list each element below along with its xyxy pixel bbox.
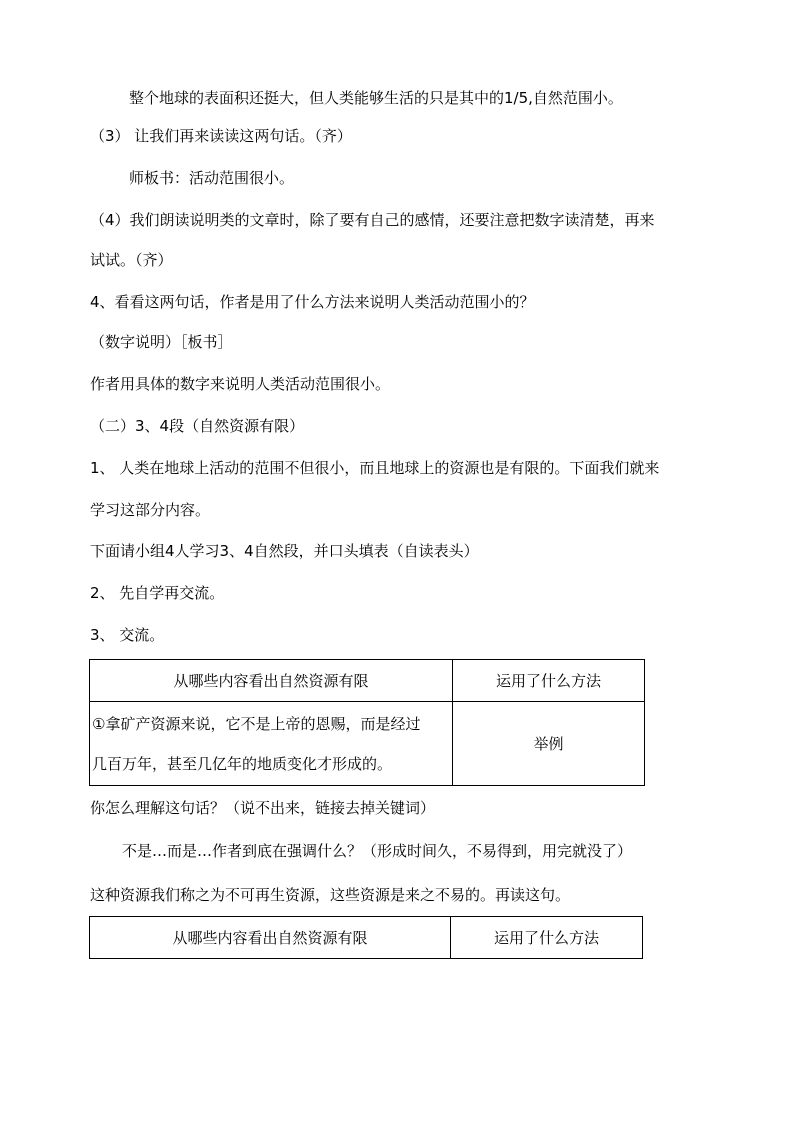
paragraph: 整个地球的表面积还挺大，但人类能够生活的只是其中的1/5,自然范围小。 (129, 89, 623, 107)
paragraph: 你怎么理解这句话？（说不出来，链接去掉关键词） (90, 799, 436, 817)
paragraph: 1、 人类在地球上活动的范围不但很小，而且地球上的资源也是有限的。下面我们就来 (90, 459, 660, 477)
resource-table-1 (89, 659, 645, 786)
paragraph: 学习这部分内容。 (90, 501, 211, 519)
section-heading: （二）3、4段（自然资源有限） (90, 417, 305, 435)
paragraph: （3） 让我们再来读读这两句话。（齐） (90, 127, 352, 145)
table-header-content: 从哪些内容看出自然资源有限 (90, 660, 453, 702)
table-cell-method: 举例 (453, 702, 645, 786)
table-row (90, 702, 645, 786)
paragraph: （数字说明）［板书］ (90, 333, 233, 351)
table-header-row (90, 917, 643, 959)
paragraph: 师板书：活动范围很小。 (129, 169, 295, 187)
paragraph: 作者用具体的数字来说明人类活动范围很小。 (90, 375, 391, 393)
paragraph: 2、 先自学再交流。 (90, 584, 225, 602)
paragraph: 不是…而是…作者到底在强调什么？（形成时间久，不易得到，用完就没了） (122, 842, 633, 860)
resource-table-2 (89, 916, 643, 959)
table-header-method: 运用了什么方法 (453, 660, 645, 702)
paragraph: 下面请小组4人学习3、4自然段，并口头填表（自读表头） (90, 542, 479, 560)
table-header-content: 从哪些内容看出自然资源有限 (90, 917, 451, 959)
paragraph: 4、看看这两句话，作者是用了什么方法来说明人类活动范围小的？ (90, 293, 535, 311)
cell-text-line: ①拿矿产资源来说，它不是上帝的恩赐，而是经过 (92, 714, 421, 733)
table-header-method: 运用了什么方法 (451, 917, 643, 959)
table-header-row (90, 660, 645, 702)
table-cell-content (90, 702, 453, 786)
paragraph: （4）我们朗读说明类的文章时，除了要有自己的感情，还要注意把数字读清楚，再来 (90, 211, 655, 229)
cell-text-line: 几百万年，甚至几亿年的地质变化才形成的。 (92, 754, 393, 773)
paragraph: 3、 交流。 (90, 626, 165, 644)
paragraph: 试试。（齐） (90, 251, 173, 269)
paragraph: 这种资源我们称之为不可再生资源，这些资源是来之不易的。再读这句。 (90, 886, 571, 904)
